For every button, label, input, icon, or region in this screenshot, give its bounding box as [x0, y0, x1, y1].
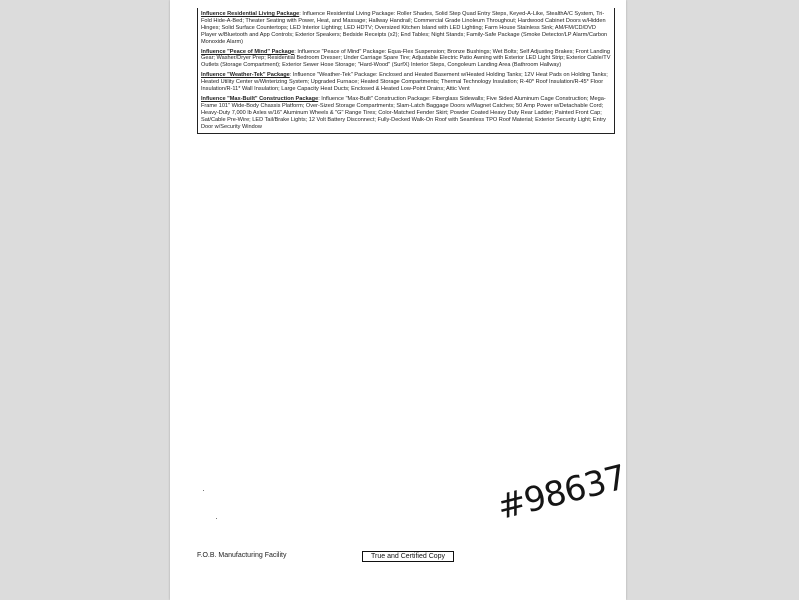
- package-name: Influence "Peace of Mind" Package: [201, 48, 295, 55]
- scan-speck: [216, 518, 217, 519]
- package-peace-of-mind: [201, 49, 611, 70]
- handwritten-stock-number: #98637: [493, 457, 630, 528]
- package-description: : Influence "Max-Built" Construction Package: Fiberglass Sidewalls; Five Sided Aluminum Cage Construction; Mega-Frame 101" Wide-Body Chassis Platform; Over-Sized Storage Compartments; Slam-Latch Baggage Doors w/Magnet Catches; 50 Amp Power w/Detachable Cord; Heavy-Duty 7,000 lb Axles w/16" Aluminum Wheels & "G" Range Tires; Color-Matched Fender Skirt; Powder Coated Heavy Duty Rear Ladder; Painted Front Cap; Sat/Cable Pre-Wire; LED Tail/Brake Lights; 12 Volt Battery Disconnect; Fully-Decked Walk-On Roof with Seamless TPO Roof Material; Exterior Security Light; Entry Door w/Security Window: [201, 95, 606, 130]
- package-list-box: [197, 8, 615, 134]
- package-description: : Influence "Peace of Mind" Package: Equa-Flex Suspension; Bronze Bushings; Wet Bolts; Self Adjusting Brakes; Front Landing Gear; Washer/Dryer Prep; Residential Bedroom Dresser; Under Carriage Spare Tire; Adjustable Electric Patio Awning with Exterior LED Light Strip; Exterior Cable/TV Outlets (Storage Compartment); Exterior Sewer Hose Storage; "Hard-Wood" (SurfX) Interior Steps, Congoleum Landing Area (Bathroom Hallway): [201, 48, 611, 69]
- package-residential-living: [201, 11, 611, 46]
- package-name: Influence "Max-Built" Construction Package: [201, 95, 319, 102]
- package-description: : Influence "Weather-Tek" Package: Enclosed and Heated Basement w/Heated Holding Tanks; 12V Heat Pads on Holding Tanks; Heated Utility Center w/Winterizing System; Upgraded Furnace; Heated Storage Compartments; Thermal Technology Insulation; R-40* Roof Insulation/R-45* Floor Insulation/R-11* Wall Insulation; Large Capacity Heat Ducts; Enclosed & Heated Low-Point Drains; Attic Vent: [201, 72, 608, 93]
- fob-label: F.O.B. Manufacturing Facility: [197, 552, 287, 559]
- package-max-built: [201, 96, 611, 131]
- certified-copy-stamp: True and Certified Copy: [362, 551, 454, 562]
- document-page: [170, 0, 630, 600]
- package-description: : Influence Residential Living Package: Roller Shades, Solid Step Quad Entry Steps, Keyed-A-Like, StealthA/C System, Tri-Fold Hide-A-Bed; Theater Seating with Power, Heat, and Massage; Hallway Handrail; Commercial Grade Linoleum Throughout; Hardwood Cabinet Doors w/Hidden Hinges; Solid Surface Countertops; LED Interior Lighting; LED HDTV; Oversized Kitchen Island with LED Lighting; Farm House Stainless Sink; AM/FM/CD/DVD Player w/Bluetooth and App Controls; Exterior Speakers; Bedside Receipts (x2); End Tables; Night Stands; Family-Safe Package (Smoke Detector/LP Alarm/Carbon Monoxide Alarm): [201, 11, 608, 45]
- package-weather-tek: [201, 72, 611, 93]
- package-name: Influence Residential Living Package: [201, 11, 300, 17]
- package-name: Influence "Weather-Tek" Package: [201, 72, 290, 79]
- scan-speck: [203, 490, 204, 491]
